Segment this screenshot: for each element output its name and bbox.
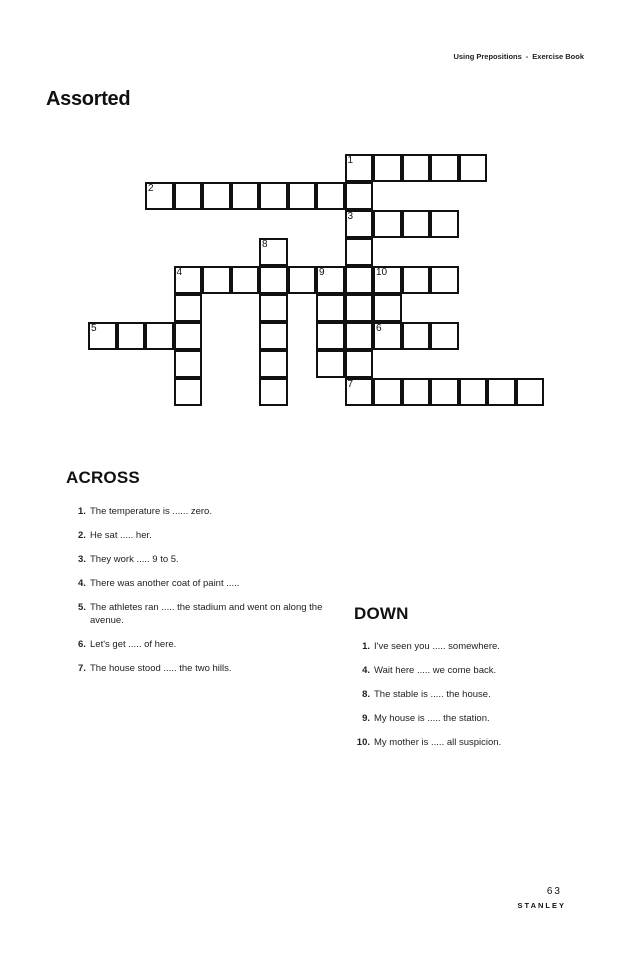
clue-text: There was another coat of paint ..... (90, 578, 240, 589)
grid-cell[interactable] (430, 154, 459, 182)
clue-number: 5. (78, 602, 86, 613)
grid-cell-number: 8 (262, 239, 268, 250)
across-clue-3 (78, 553, 348, 566)
grid-cell[interactable] (174, 378, 203, 406)
clue-text: The temperature is ...... zero. (90, 506, 212, 517)
grid-cell[interactable] (459, 154, 488, 182)
grid-cell[interactable] (88, 322, 117, 350)
grid-cell[interactable] (430, 378, 459, 406)
clue-number: 10. (356, 737, 370, 748)
grid-cell[interactable] (402, 154, 431, 182)
clue-number: 3. (78, 554, 86, 565)
down-heading: DOWN (354, 604, 409, 623)
grid-cell[interactable] (174, 294, 203, 322)
grid-cell[interactable] (231, 182, 260, 210)
grid-cell[interactable] (202, 182, 231, 210)
grid-cell[interactable] (259, 266, 288, 294)
grid-cell[interactable] (345, 378, 374, 406)
grid-cell[interactable] (373, 294, 402, 322)
down-clue-9 (358, 712, 568, 725)
grid-cell[interactable] (145, 322, 174, 350)
grid-cell[interactable] (373, 378, 402, 406)
grid-cell[interactable] (430, 266, 459, 294)
grid-cell[interactable] (345, 238, 374, 266)
across-clue-7 (78, 662, 348, 675)
across-heading: ACROSS (66, 468, 140, 487)
clue-number: 1. (362, 641, 370, 652)
down-clue-10 (358, 736, 568, 749)
grid-cell[interactable] (202, 266, 231, 294)
grid-cell[interactable] (259, 182, 288, 210)
grid-cell[interactable] (430, 322, 459, 350)
clue-text: Wait here ..... we come back. (374, 665, 497, 676)
clue-number: 2. (78, 530, 86, 541)
clue-number: 1. (78, 506, 86, 517)
down-clue-8 (358, 688, 568, 701)
grid-cell-number: 6 (376, 323, 382, 334)
grid-cell[interactable] (402, 210, 431, 238)
grid-cell[interactable] (430, 210, 459, 238)
clue-number: 7. (78, 663, 86, 674)
grid-cell-number: 7 (347, 379, 354, 390)
grid-cell[interactable] (345, 322, 374, 350)
clue-text: The house stood ..... the two hills. (90, 663, 232, 674)
grid-cell[interactable] (345, 154, 374, 182)
grid-cell[interactable] (231, 266, 260, 294)
clue-text: I've seen you ..... somewhere. (374, 641, 500, 652)
page-number: 63 (546, 886, 562, 897)
across-clue-1 (78, 505, 348, 518)
grid-cell[interactable] (316, 322, 345, 350)
grid-cell[interactable] (174, 322, 203, 350)
grid-cell[interactable] (345, 266, 374, 294)
page-title: Assorted (46, 88, 131, 110)
grid-cell[interactable] (373, 210, 402, 238)
grid-cell[interactable] (459, 378, 488, 406)
grid-cell[interactable] (174, 350, 203, 378)
down-clue-1 (358, 640, 568, 653)
down-clue-4 (358, 664, 568, 677)
clue-text: He sat ..... her. (90, 530, 152, 541)
clue-number: 4. (362, 665, 370, 676)
across-clue-list (78, 505, 348, 686)
grid-cell-number: 10 (376, 267, 388, 278)
grid-cell[interactable] (259, 350, 288, 378)
down-clue-list (358, 640, 568, 760)
grid-cell[interactable] (487, 378, 516, 406)
grid-cell[interactable] (316, 266, 345, 294)
grid-cell[interactable] (145, 182, 174, 210)
grid-cell[interactable] (402, 266, 431, 294)
clue-number: 8. (362, 689, 370, 700)
grid-cell-number: 1 (347, 155, 354, 166)
clue-text: The stable is ..... the house. (374, 689, 491, 700)
grid-cell[interactable] (316, 294, 345, 322)
clue-text: The athletes ran ..... the stadium and went on along the avenue. (90, 602, 323, 626)
across-clue-5 (78, 601, 324, 627)
across-clue-2 (78, 529, 348, 542)
grid-cell[interactable] (288, 266, 317, 294)
clue-text: My mother is ..... all suspicion. (374, 737, 502, 748)
grid-cell[interactable] (259, 238, 288, 266)
header-separator: - (525, 52, 529, 61)
grid-cell[interactable] (345, 294, 374, 322)
grid-cell-number: 4 (176, 267, 183, 278)
clue-text: They work ..... 9 to 5. (90, 554, 179, 565)
across-clue-6 (78, 638, 348, 651)
grid-cell[interactable] (316, 182, 345, 210)
publisher-name: STANLEY (517, 901, 566, 910)
across-clue-4 (78, 577, 348, 590)
grid-cell[interactable] (345, 210, 374, 238)
grid-cell[interactable] (288, 182, 317, 210)
grid-cell[interactable] (402, 378, 431, 406)
grid-cell-number: 5 (91, 323, 97, 334)
grid-cell[interactable] (117, 322, 146, 350)
grid-cell[interactable] (373, 322, 402, 350)
grid-cell[interactable] (373, 154, 402, 182)
grid-cell[interactable] (174, 182, 203, 210)
clue-number: 9. (362, 713, 370, 724)
grid-cell[interactable] (345, 350, 374, 378)
clue-text: My house is ..... the station. (374, 713, 490, 724)
header-book-title: Using Prepositions (453, 52, 522, 61)
grid-cell[interactable] (316, 350, 345, 378)
clue-number: 4. (78, 578, 86, 589)
grid-cell[interactable] (402, 322, 431, 350)
grid-cell[interactable] (259, 322, 288, 350)
header-subtitle: Exercise Book (532, 52, 584, 61)
grid-cell[interactable] (259, 294, 288, 322)
grid-cell-number: 3 (347, 211, 354, 222)
grid-cell-number: 9 (319, 267, 325, 278)
grid-cell[interactable] (373, 266, 402, 294)
clue-text: Let's get ..... of here. (90, 639, 177, 650)
grid-cell[interactable] (174, 266, 203, 294)
grid-cell-number: 2 (148, 183, 154, 194)
grid-cell[interactable] (345, 182, 374, 210)
grid-cell[interactable] (516, 378, 545, 406)
clue-number: 6. (78, 639, 86, 650)
grid-cell[interactable] (259, 378, 288, 406)
